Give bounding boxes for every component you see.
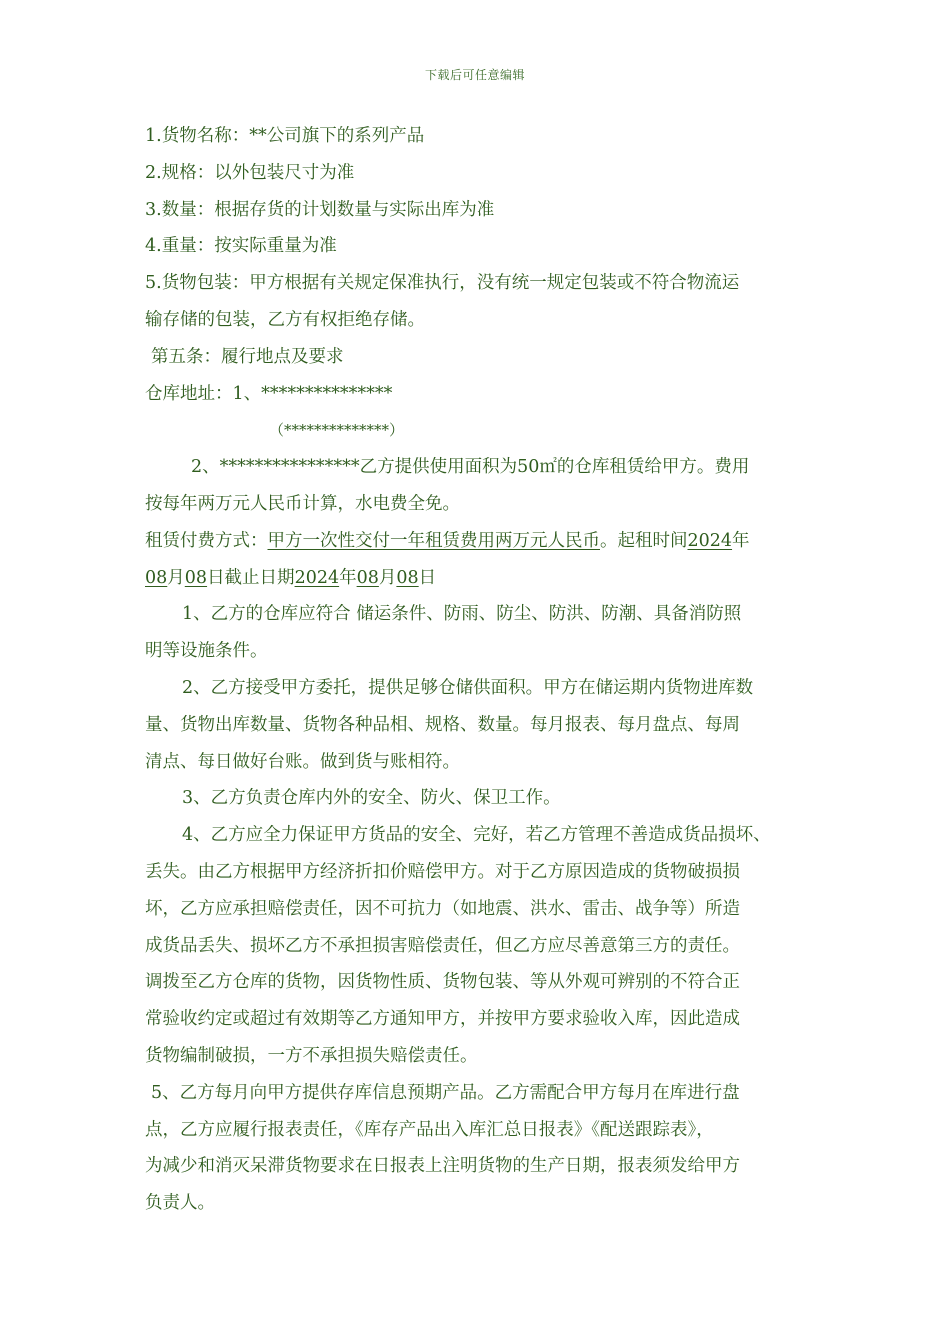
end-day: 08 [396,567,419,588]
item-weight: 4.重量：按实际重量为准 [145,236,337,257]
item-quantity: 3.数量：根据存货的计划数量与实际出库为准 [145,199,495,220]
start-label: 。起租时间 [600,530,688,551]
payment-line1 [145,523,821,560]
clause4-line5: 调拨至乙方仓库的货物，因货物性质、货物包装、等从外观可辨别的不符合正 [145,972,740,993]
item-spec: 2.规格：以外包装尺寸为准 [145,162,355,183]
end-label: 日截止日期 [207,567,295,588]
payment-method: 甲方一次性交付一年租赁费用两万元人民币 [267,530,600,551]
clause1-line1: 1、乙方的仓库应符合 储运条件、防雨、防尘、防洪、防潮、具备消防照 [182,604,742,625]
rental-area-line1: 2、****************乙方提供使用面积为50㎡的仓库租赁给甲方。费用 [191,457,750,478]
month-unit: 月 [378,567,397,588]
clause5-line2: 点，乙方应履行报表责任，《库存产品出入库汇总日报表》《配送跟踪表》， [145,1119,714,1140]
start-year: 2024 [687,530,733,551]
clause4-line2: 丢失。由乙方根据甲方经济折扣价赔偿甲方。对于乙方原因造成的货物破损损 [145,861,740,882]
clause4-line1: 4、乙方应全力保证甲方货品的安全、完好，若乙方管理不善造成货品损坏、 [182,825,771,846]
clause5-line1: 5、乙方每月向甲方提供存库信息预期产品。乙方需配合甲方每月在库进行盘 [151,1082,740,1103]
warehouse-address: 仓库地址：1、*************** [145,383,393,404]
start-day: 08 [184,567,208,588]
clause4-line7: 货物编制破损，一方不承担损失赔偿责任。 [145,1045,478,1066]
end-year: 2024 [294,567,340,588]
clause2-line1: 2、乙方接受甲方委托，提供足够仓储供面积。甲方在储运期内货物进库数 [182,677,754,698]
clause2-line2: 量、货物出库数量、货物各种品相、规格、数量。每月报表、每月盘点、每周 [145,714,740,735]
warehouse-address-sub: （**************） [269,421,405,440]
article5-title: 第五条：履行地点及要求 [151,346,344,367]
month-unit: 月 [167,567,185,588]
clause5-line4: 负责人。 [145,1193,215,1214]
item-packaging-line2: 输存储的包装，乙方有权拒绝存储。 [145,309,425,330]
payment-line2 [145,560,821,597]
payment-label: 租赁付费方式： [145,530,268,551]
page-header: 下载后可任意编辑 [424,68,525,82]
item-packaging-line1: 5.货物包装：甲方根据有关规定保准执行，没有统一规定包装或不符合物流运 [145,273,740,294]
year-unit: 年 [339,567,357,588]
clause4-line6: 常验收约定或超过有效期等乙方通知甲方，并按甲方要求验收入库，因此造成 [145,1009,740,1030]
clause3: 3、乙方负责仓库内外的安全、防火、保卫工作。 [182,788,561,809]
clause5-line3: 为减少和消灭呆滞货物要求在日报表上注明货物的生产日期，报表须发给甲方 [145,1156,740,1177]
document-body [145,118,821,1222]
clause1-line2: 明等设施条件。 [145,641,268,662]
day-unit: 日 [418,567,437,588]
rental-area-line2: 按每年两万元人民币计算，水电费全免。 [145,493,460,514]
clause2-line3: 清点、每日做好台账。做到货与账相符。 [145,751,460,772]
clause4-line4: 成货品丢失、损坏乙方不承担损害赔偿责任，但乙方应尽善意第三方的责任。 [145,935,740,956]
item-goods-name: 1.货物名称：**公司旗下的系列产品 [145,126,425,146]
clause4-line3: 坏，乙方应承担赔偿责任，因不可抗力（如地震、洪水、雷击、战争等）所造 [145,898,740,919]
end-month: 08 [356,567,379,588]
start-month: 08 [145,567,168,588]
year-unit: 年 [732,530,750,551]
